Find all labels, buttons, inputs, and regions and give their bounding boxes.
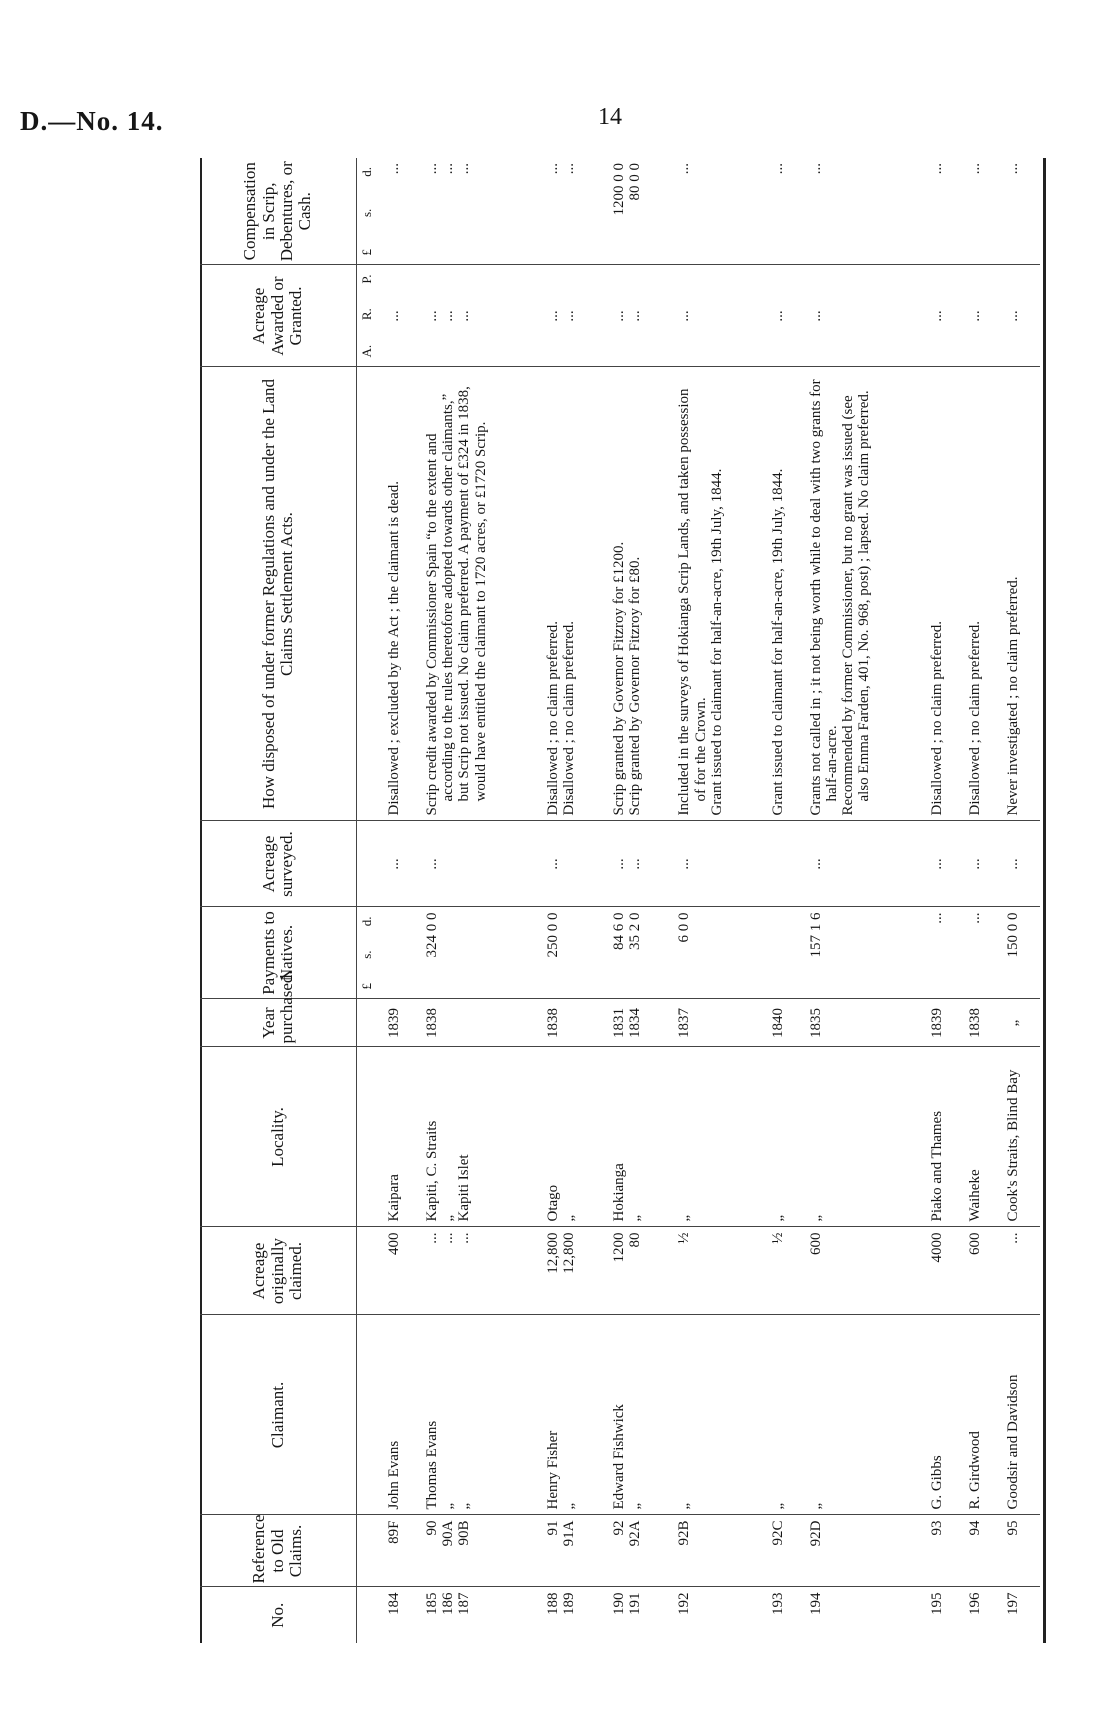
awarded-line: ... [423, 310, 440, 322]
rotated-table-container [200, 158, 1040, 1643]
acreage-cell [608, 1227, 674, 1315]
compensation-cell [608, 158, 674, 265]
surveyed-cell [805, 821, 926, 907]
compensation-cell [421, 158, 542, 265]
year-line: „ [1004, 1019, 1021, 1027]
land-claims-table [200, 158, 1040, 1643]
no-cell [608, 1587, 674, 1643]
locality-cell [383, 1047, 421, 1227]
disposition-cell [767, 367, 805, 821]
disposition-line: Disallowed ; no claim preferred. [561, 620, 578, 816]
no-line: 188 [545, 1592, 562, 1615]
claim-row [805, 158, 926, 1643]
compensation-line: ... [545, 163, 562, 175]
no-line: 197 [1004, 1592, 1021, 1615]
disposition-line: Scrip granted by Governor Fitzroy for £1200. [610, 541, 627, 816]
acreage-line: 400 [386, 1232, 402, 1255]
ref-line: 92C [769, 1520, 786, 1546]
compensation-cell [926, 158, 964, 265]
awarded-cell [542, 265, 608, 367]
claimant-line: Henry Fisher [545, 1430, 562, 1510]
year-line: 1831 [610, 1008, 627, 1038]
surveyed-cell [1002, 821, 1040, 907]
compensation-line: ... [676, 163, 693, 175]
surveyed-line: ... [626, 858, 643, 870]
awarded-cell [964, 265, 1002, 367]
claimant-cell [421, 1315, 542, 1515]
awarded-line: ... [561, 310, 578, 322]
disposition-cell [805, 367, 926, 821]
awarded-cell [383, 265, 421, 367]
compensation-cell [542, 158, 608, 265]
no-line: 187 [456, 1592, 473, 1615]
payment-cell [673, 907, 766, 999]
locality-line: Kaipara [386, 1174, 402, 1222]
claim-row [673, 158, 766, 1643]
payment-cell [383, 907, 421, 999]
locality-line: Waiheke [966, 1169, 983, 1222]
awarded-line: ... [1004, 310, 1021, 322]
awarded-line: ... [966, 310, 983, 322]
claimant-cell [673, 1315, 766, 1515]
ref-cell [673, 1515, 766, 1587]
disposition-line: Grant issued to claimant for half-an-acre, 19th July, 1844. [769, 468, 786, 816]
col-header-surveyed: Acreage surveyed. [200, 821, 357, 907]
disposition-cell [383, 367, 421, 821]
compensation-cell [805, 158, 926, 265]
surveyed-line: ... [929, 858, 945, 870]
claimant-line: „ [769, 1502, 786, 1510]
locality-line: Kapiti, C. Straits [423, 1120, 440, 1222]
locality-cell [542, 1047, 608, 1227]
surveyed-line: ... [676, 858, 693, 870]
awarded-line: ... [386, 310, 402, 322]
disposition-line: Disallowed ; no claim preferred. [966, 620, 983, 816]
unit-acres: A. [359, 344, 374, 358]
unit-comp-pence: d. [359, 167, 374, 177]
claimant-cell [1002, 1315, 1040, 1515]
locality-cell [1002, 1047, 1040, 1227]
awarded-cell [421, 265, 542, 367]
locality-line: Piako and Thames [929, 1110, 945, 1222]
year-cell [673, 999, 766, 1047]
claimant-line: R. Girdwood [966, 1431, 983, 1510]
locality-cell [964, 1047, 1002, 1227]
awarded-line: ... [440, 310, 457, 322]
acreage-cell [673, 1227, 766, 1315]
surveyed-cell [767, 821, 805, 907]
ref-line: 92D [807, 1520, 824, 1547]
col-header-acreage-claimed: Acreage originally claimed. [200, 1227, 357, 1315]
page-number: 14 [598, 104, 622, 130]
year-line: 1840 [769, 1008, 786, 1038]
year-line: 1839 [929, 1008, 945, 1038]
awarded-line: ... [676, 310, 693, 322]
surveyed-cell [926, 821, 964, 907]
awarded-line: ... [456, 310, 473, 322]
ref-cell [767, 1515, 805, 1587]
acreage-cell [1002, 1227, 1040, 1315]
col-header-reference: Reference to Old Claims. [200, 1515, 357, 1587]
claimant-cell [964, 1315, 1002, 1515]
payment-cell [421, 907, 542, 999]
claim-row [964, 158, 1002, 1643]
acreage-cell [767, 1227, 805, 1315]
table-right-rule [1043, 158, 1046, 1643]
acreage-line: 600 [807, 1232, 824, 1255]
no-line: 191 [626, 1592, 643, 1615]
disposition-line: Recommended by former Commissioner, but no grant was issued (see also Emma Farden, 401, No. 968, post) ; lapsed. No claim preferred. [840, 390, 873, 816]
col-header-disposed: How disposed of under former Regulations and under the Land Claims Settlement Acts. [200, 367, 357, 821]
payment-cell [964, 907, 1002, 999]
payment-cell [805, 907, 926, 999]
awarded-line: ... [610, 310, 627, 322]
disposition-line: Scrip credit awarded by Commissioner Spain “to the extent and according to the rules theretofore adopted towards other claimants,” but Scrip not issued. No claim preferred. A payment of £324 in 1838, would have entitled the claimant to 1720 acres, or £1720 Scrip. [423, 386, 489, 816]
locality-cell [608, 1047, 674, 1227]
year-cell [383, 999, 421, 1047]
unit-comp-pounds: £ [359, 249, 374, 256]
locality-line: Hokianga [610, 1163, 627, 1222]
year-line: 1838 [423, 1008, 440, 1038]
payment-cell [1002, 907, 1040, 999]
ref-line: 90 [423, 1520, 440, 1536]
payment-line: ... [966, 912, 983, 924]
year-cell [421, 999, 542, 1047]
ref-line: 93 [929, 1520, 945, 1536]
no-cell [767, 1587, 805, 1643]
ref-line: 91A [561, 1520, 578, 1547]
no-cell [383, 1587, 421, 1643]
locality-cell [421, 1047, 542, 1227]
disposition-cell [1002, 367, 1040, 821]
disposition-cell [964, 367, 1002, 821]
claimant-cell [767, 1315, 805, 1515]
table-header-row [200, 158, 357, 1643]
claimant-cell [542, 1315, 608, 1515]
awarded-cell [805, 265, 926, 367]
awarded-cell [767, 265, 805, 367]
acreage-cell [805, 1227, 926, 1315]
unit-roods: R. [359, 308, 374, 321]
compensation-line: 80 0 0 [626, 163, 643, 201]
disposition-line: Disallowed ; excluded by the Act ; the claimant is dead. [386, 481, 402, 816]
surveyed-line: ... [545, 858, 562, 870]
payment-line: 250 0 0 [545, 912, 562, 958]
claim-row [1002, 158, 1040, 1643]
ref-line: 95 [1004, 1520, 1021, 1536]
claim-row [608, 158, 674, 1643]
disposition-cell [421, 367, 542, 821]
ref-cell [542, 1515, 608, 1587]
no-cell [1002, 1587, 1040, 1643]
no-line: 192 [676, 1592, 693, 1615]
payment-cell [608, 907, 674, 999]
year-cell [964, 999, 1002, 1047]
awarded-line: ... [626, 310, 643, 322]
locality-line: „ [676, 1214, 693, 1222]
unit-comp-shillings: s. [359, 208, 374, 218]
awarded-line: ... [769, 310, 786, 322]
no-line: 184 [386, 1592, 402, 1615]
claimant-line: G. Gibbs [929, 1455, 945, 1510]
payment-line: ... [929, 912, 945, 924]
disposition-cell [926, 367, 964, 821]
no-line: 194 [807, 1592, 824, 1615]
locality-line: „ [626, 1214, 643, 1222]
acreage-line: 12,800 [561, 1232, 578, 1274]
compensation-line: ... [440, 163, 457, 175]
compensation-line: ... [456, 163, 473, 175]
acreage-line: 80 [626, 1232, 643, 1248]
acreage-cell [926, 1227, 964, 1315]
locality-line: „ [561, 1214, 578, 1222]
no-line: 186 [440, 1592, 457, 1615]
col-header-locality: Locality. [200, 1047, 357, 1227]
no-line: 196 [966, 1592, 983, 1615]
ref-line: 92 [610, 1520, 627, 1536]
locality-line: Cook's Straits, Blind Bay [1004, 1069, 1021, 1222]
year-line: 1838 [545, 1008, 562, 1038]
acreage-line: 600 [966, 1232, 983, 1255]
year-cell [1002, 999, 1040, 1047]
unit-pounds: £ [359, 983, 374, 990]
compensation-line: ... [561, 163, 578, 175]
disposition-cell [608, 367, 674, 821]
surveyed-line: ... [610, 858, 627, 870]
disposition-line: Scrip granted by Governor Fitzroy for £80. [626, 556, 643, 816]
ref-line: 92A [626, 1520, 643, 1547]
no-cell [421, 1587, 542, 1643]
claim-row [383, 158, 421, 1643]
no-line: 189 [561, 1592, 578, 1615]
claim-row [542, 158, 608, 1643]
compensation-cell [767, 158, 805, 265]
acreage-line: ... [1004, 1232, 1021, 1244]
compensation-line: ... [769, 163, 786, 175]
col-header-payments: Payments to Natives. [200, 907, 357, 999]
surveyed-cell [542, 821, 608, 907]
ref-line: 94 [966, 1520, 983, 1536]
claimant-cell [383, 1315, 421, 1515]
ref-cell [964, 1515, 1002, 1587]
awarded-line: ... [929, 310, 945, 322]
compensation-line: ... [807, 163, 824, 175]
ref-cell [608, 1515, 674, 1587]
payment-line: 150 0 0 [1004, 912, 1021, 958]
no-line: 193 [769, 1592, 786, 1615]
acreage-cell [964, 1227, 1002, 1315]
payment-cell [767, 907, 805, 999]
payment-cell [926, 907, 964, 999]
acreage-cell [542, 1227, 608, 1315]
disposition-line: Included in the surveys of Hokianga Scrip Lands, and taken possession of for the Crown. [676, 388, 709, 816]
acreage-line: 1200 [610, 1232, 627, 1263]
surveyed-line: ... [966, 858, 983, 870]
no-line: 185 [423, 1592, 440, 1615]
no-line: 195 [929, 1592, 945, 1615]
claimant-cell [608, 1315, 674, 1515]
no-cell [805, 1587, 926, 1643]
claimant-line: „ [456, 1502, 473, 1510]
compensation-line: ... [386, 163, 402, 175]
unit-shillings: s. [359, 950, 374, 959]
year-line: 1835 [807, 1008, 824, 1038]
awarded-cell [1002, 265, 1040, 367]
awarded-line: ... [545, 310, 562, 322]
surveyed-cell [383, 821, 421, 907]
claimant-line: John Evans [386, 1440, 402, 1510]
disposition-line: Grant issued to claimant for half-an-acre, 19th July, 1844. [708, 468, 725, 816]
claimant-line: „ [676, 1502, 693, 1510]
disposition-cell [673, 367, 766, 821]
col-header-claimant: Claimant. [200, 1315, 357, 1515]
surveyed-line: ... [423, 858, 440, 870]
locality-line: Otago [545, 1184, 562, 1222]
no-line: 190 [610, 1592, 627, 1615]
payment-line: 84 6 0 [610, 912, 627, 950]
payment-cell [542, 907, 608, 999]
compensation-line: 1200 0 0 [610, 163, 627, 216]
no-cell [926, 1587, 964, 1643]
year-line: 1837 [676, 1008, 693, 1038]
document-series-label: D.—No. 14. [20, 106, 164, 136]
locality-cell [805, 1047, 926, 1227]
acreage-line: ½ [769, 1232, 786, 1244]
acreage-line: ... [456, 1232, 473, 1244]
compensation-line: ... [966, 163, 983, 175]
claimant-line: „ [440, 1502, 457, 1510]
claimant-line: Edward Fishwick [610, 1404, 627, 1510]
compensation-line: ... [929, 163, 945, 175]
claimant-line: Goodsir and Davidson [1004, 1374, 1021, 1510]
no-cell [673, 1587, 766, 1643]
disposition-line: Grants not called in ; it not being worth while to deal with two grants for half-an-acre. [807, 379, 841, 816]
compensation-line: ... [423, 163, 440, 175]
claimant-line: Thomas Evans [423, 1420, 440, 1510]
acreage-line: 4000 [929, 1232, 945, 1263]
surveyed-cell [964, 821, 1002, 907]
claim-row [767, 158, 805, 1643]
ref-line: 92B [676, 1520, 693, 1546]
claimant-cell [926, 1315, 964, 1515]
year-line: 1834 [626, 1008, 643, 1038]
compensation-cell [383, 158, 421, 265]
awarded-cell [673, 265, 766, 367]
ref-cell [805, 1515, 926, 1587]
compensation-line: ... [1004, 163, 1021, 175]
ref-line: 90B [456, 1520, 473, 1546]
disposition-line: Never investigated ; no claim preferred. [1004, 576, 1021, 816]
locality-cell [673, 1047, 766, 1227]
claimant-line: „ [807, 1502, 824, 1510]
unit-perches: P. [359, 274, 374, 284]
col-header-no: No. [200, 1587, 357, 1643]
ref-cell [1002, 1515, 1040, 1587]
acreage-line: ... [423, 1232, 440, 1244]
compensation-cell [964, 158, 1002, 265]
ref-cell [383, 1515, 421, 1587]
col-header-compensation: Compensation in Scrip, Debentures, or Cash. [200, 158, 357, 265]
awarded-cell [926, 265, 964, 367]
col-header-year: Year purchased. [200, 999, 357, 1047]
payment-line: 35 2 0 [626, 912, 643, 950]
disposition-line: Disallowed ; no claim preferred. [929, 620, 945, 816]
acreage-cell [383, 1227, 421, 1315]
surveyed-line: ... [807, 858, 824, 870]
locality-cell [926, 1047, 964, 1227]
claim-row [926, 158, 964, 1643]
no-cell [964, 1587, 1002, 1643]
year-line: 1839 [386, 1008, 402, 1038]
payment-line: 324 0 0 [423, 912, 440, 958]
year-cell [608, 999, 674, 1047]
awarded-line: ... [807, 310, 824, 322]
locality-cell [767, 1047, 805, 1227]
col-header-awarded: Acreage Awarded or Granted. [200, 265, 357, 367]
ref-cell [926, 1515, 964, 1587]
no-cell [542, 1587, 608, 1643]
claimant-line: „ [626, 1502, 643, 1510]
year-cell [805, 999, 926, 1047]
compensation-cell [673, 158, 766, 265]
year-cell [767, 999, 805, 1047]
claimant-line: „ [561, 1502, 578, 1510]
year-line: 1838 [966, 1008, 983, 1038]
year-cell [542, 999, 608, 1047]
disposition-line: Disallowed ; no claim preferred. [545, 620, 562, 816]
payment-line: 6 0 0 [676, 912, 693, 943]
compensation-cell [1002, 158, 1040, 265]
surveyed-line: ... [386, 858, 402, 870]
surveyed-cell [608, 821, 674, 907]
awarded-cell [608, 265, 674, 367]
claimant-cell [805, 1315, 926, 1515]
acreage-line: ... [440, 1232, 457, 1244]
locality-line: „ [769, 1214, 786, 1222]
surveyed-cell [673, 821, 766, 907]
ref-line: 91 [545, 1520, 562, 1536]
ref-line: 90A [440, 1520, 457, 1547]
payment-line: 157 1 6 [807, 912, 824, 958]
acreage-line: ½ [676, 1232, 693, 1244]
ref-line: 89F [386, 1520, 402, 1544]
acreage-cell [421, 1227, 542, 1315]
disposition-cell [542, 367, 608, 821]
surveyed-cell [421, 821, 542, 907]
surveyed-line: ... [1004, 858, 1021, 870]
locality-line: „ [807, 1214, 824, 1222]
locality-line: „ [440, 1214, 457, 1222]
locality-line: Kapiti Islet [456, 1154, 473, 1222]
acreage-line: 12,800 [545, 1232, 562, 1274]
unit-pence: d. [359, 916, 374, 927]
claim-row [421, 158, 542, 1643]
year-cell [926, 999, 964, 1047]
ref-cell [421, 1515, 542, 1587]
units-row [357, 158, 384, 1643]
